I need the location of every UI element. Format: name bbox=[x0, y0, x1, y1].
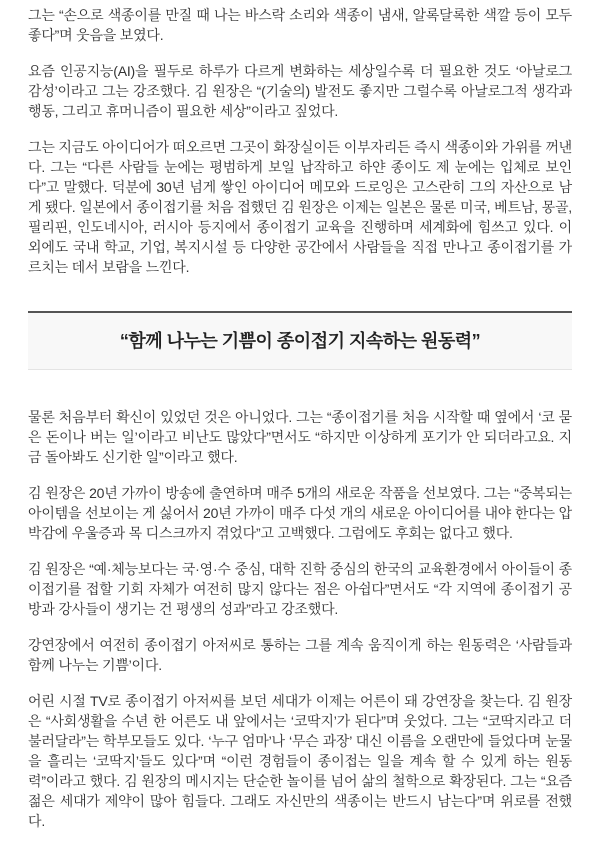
article-paragraph: 요즘 인공지능(AI)을 필두로 하루가 다르게 변화하는 세상일수록 더 필요한 것도 ‘아날로그 감성’이라고 그는 강조했다. 김 원장은 “(기술의) 발전도 좋지만 그럴수록 아날로그적 생각과 행동, 그리고 휴머니즘이 필요한 세상”이라고 짚었다. bbox=[28, 63, 572, 119]
article-paragraph: 강연장에서 여전히 종이접기 아저씨로 통하는 그를 계속 움직이게 하는 원동력은 ‘사람들과 함께 나누는 기쁨’이다. bbox=[28, 637, 572, 673]
pull-quote-box bbox=[28, 311, 572, 370]
article-paragraph: 김 원장은 “예·체능보다는 국·영·수 중심, 대학 진학 중심의 한국의 교육환경에서 아이들이 종이접기를 접할 기회 자체가 여전히 많지 않다는 점은 아쉽다”면서도 “각 지역에 종이접기 공방과 강사들이 생기는 건 평생의 성과”라고 강조했다. bbox=[28, 561, 572, 617]
article-paragraph: 그는 지금도 아이디어가 떠오르면 그곳이 화장실이든 이부자리든 즉시 색종이와 가위를 꺼낸다. 그는 “다른 사람들 눈에는 평범하게 보일 납작하고 하얀 종이도 제 눈에는 입체로 보인다”고 말했다. 덕분에 30년 넘게 쌓인 아이디어 메모와 드로잉은 고스란히 그의 자산으로 남게 됐다. 일본에서 종이접기를 처음 접했던 김 원장은 이제는 일본은 물론 미국, 베트남, 몽골, 필리핀, 인도네시아, 러시아 등지에서 종이접기 교육을 진행하며 세계화에 힘쓰고 있다. 이 외에도 국내 학교, 기업, 복지시설 등 다양한 공간에서 사람들을 직접 만나고 종이접기를 가르치는 데서 보람을 느낀다. bbox=[28, 139, 572, 275]
article-paragraph: 그는 “손으로 색종이를 만질 때 나는 바스락 소리와 색종이 냄새, 알록달록한 색깔 등이 모두 좋다”며 웃음을 보였다. bbox=[28, 7, 572, 43]
article-paragraph: 어린 시절 TV로 종이접기 아저씨를 보던 세대가 이제는 어른이 돼 강연장을 찾는다. 김 원장은 “사회생활을 수년 한 어른도 내 앞에서는 ‘코딱지’가 된다”며 웃었다. 그는 “코딱지라고 더 불러달라”는 학부모들도 있다. ‘누구 엄마’나 ‘무슨 과장’ 대신 이름을 오랜만에 들었다며 눈물을 흘리는 ‘코딱지’들도 있다”며 “이런 경험들이 종이접는 일을 계속 할 수 있게 하는 원동력”이라고 했다. 김 원장의 메시지는 단순한 놀이를 넘어 삶의 철학으로 확장된다. 그는 “요즘 젊은 세대가 제약이 많아 힘들다. 그래도 자신만의 색종이는 반드시 남는다”며 위로를 전했다. bbox=[28, 693, 572, 829]
article-paragraph: 김 원장은 20년 가까이 방송에 출연하며 매주 5개의 새로운 작품을 선보였다. 그는 “중복되는 아이템을 선보이는 게 싫어서 20년 가까이 매주 다섯 개의 새로운 아이디어를 내야 한다는 압박감에 우울증과 목 디스크까지 겪었다”고 고백했다. 그럼에도 후회는 없다고 했다. bbox=[28, 485, 572, 541]
article-paragraph: 물론 처음부터 확신이 있었던 것은 아니었다. 그는 “종이접기를 처음 시작할 때 옆에서 ‘코 묻은 돈이나 버는 일’이라고 비난도 많았다”면서도 “하지만 이상하게 포기가 안 되더라고요. 지금 돌아봐도 신기한 일”이라고 했다. bbox=[28, 409, 572, 465]
pull-quote-text: “함께 나누는 기쁨이 종이접기 지속하는 원동력” bbox=[119, 331, 481, 351]
